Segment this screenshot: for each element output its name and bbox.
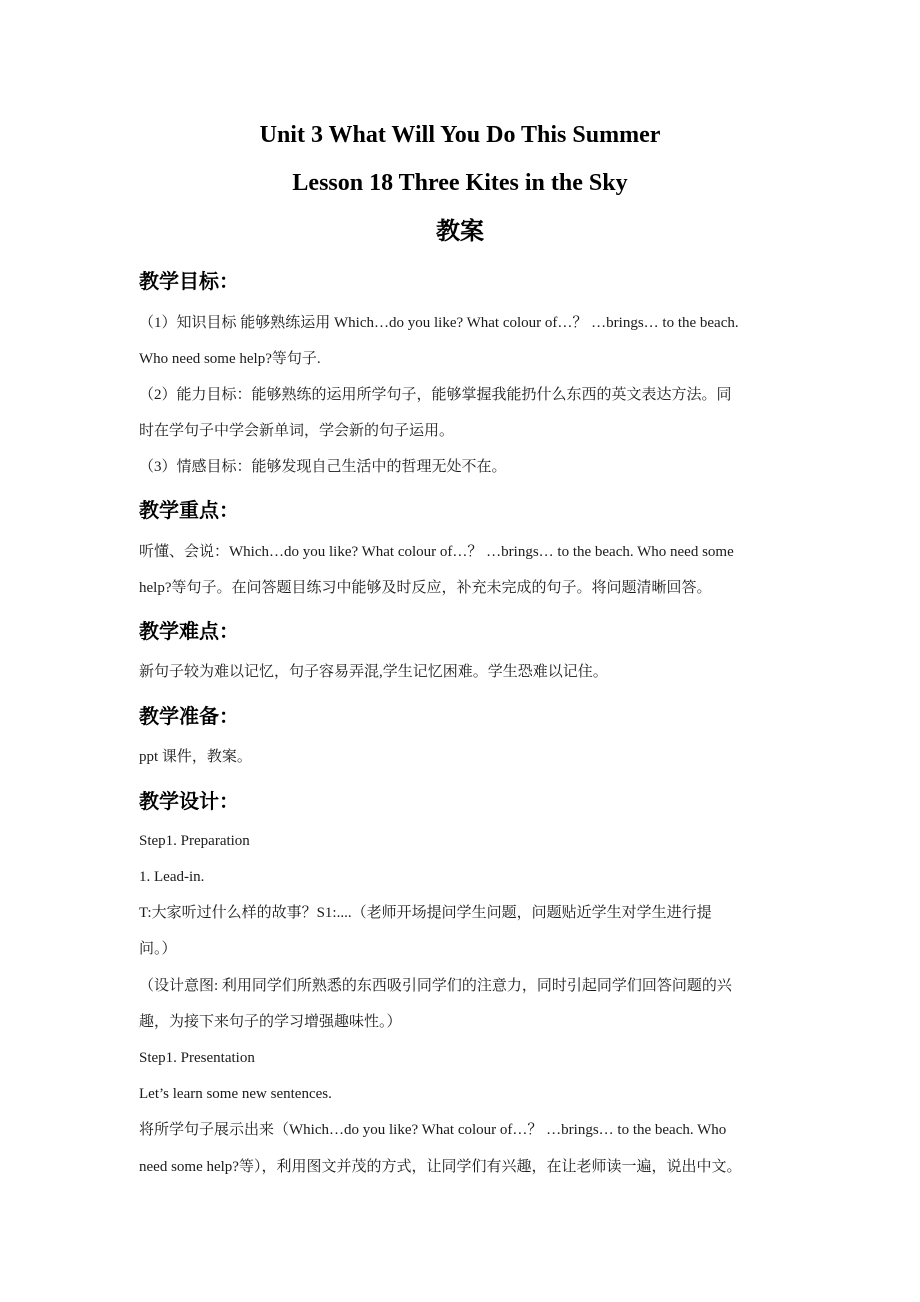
paragraph-line: Who need some help?等句子. — [139, 351, 321, 367]
section-heading-design: 教学设计： — [139, 789, 239, 813]
paragraph-line: ppt 课件，教案。 — [139, 749, 252, 765]
paragraph-line: （2）能力目标：能够熟练的运用所学句子，能够掌握我能扔什么东西的英文表达方法。同 — [139, 387, 732, 403]
lesson-plan-label: 教案 — [436, 217, 484, 245]
paragraph-line: 1. Lead-in. — [139, 869, 205, 885]
lesson-title: Lesson 18 Three Kites in the Sky — [292, 170, 628, 196]
paragraph-line: 新句子较为难以记忆，句子容易弄混,学生记忆困难。学生恐难以记住。 — [139, 664, 608, 680]
paragraph-line: help?等句子。在问答题目练习中能够及时反应，补充未完成的句子。将问题清晰回答。 — [139, 580, 712, 596]
paragraph-line: （设计意图: 利用同学们所熟悉的东西吸引同学们的注意力，同时引起同学们回答问题的兴 — [139, 978, 732, 994]
paragraph-line: 时在学句子中学会新单词，学会新的句子运用。 — [139, 423, 455, 439]
paragraph-line: 听懂、会说：Which…do you like? What colour of…？ …brings… to the beach. Who need some — [139, 544, 734, 560]
paragraph-line: 趣，为接下来句子的学习增强趣味性。） — [139, 1014, 402, 1030]
paragraph-line: 问。） — [139, 941, 177, 957]
section-heading-preparation: 教学准备： — [139, 704, 239, 728]
paragraph-line: T:大家听过什么样的故事？S1:....（老师开场提问学生问题，问题贴近学生对学生进行提 — [139, 905, 712, 921]
paragraph-line: （1）知识目标 能够熟练运用 Which…do you like? What colour of…？ …brings… to the beach. — [139, 315, 739, 331]
section-heading-objectives: 教学目标： — [139, 269, 239, 293]
paragraph-line: Step1. Preparation — [139, 833, 250, 849]
paragraph-line: Let’s learn some new sentences. — [139, 1086, 332, 1102]
paragraph-line: need some help?等），利用图文并茂的方式，让同学们有兴趣，在让老师读一遍，说出中文。 — [139, 1159, 742, 1175]
paragraph-line: 将所学句子展示出来（Which…do you like? What colour of…？ …brings… to the beach. Who — [139, 1122, 727, 1138]
paragraph-line: Step1. Presentation — [139, 1050, 255, 1066]
paragraph-line: （3）情感目标：能够发现自己生活中的哲理无处不在。 — [139, 459, 507, 475]
section-heading-key-points: 教学重点： — [139, 498, 239, 522]
unit-title: Unit 3 What Will You Do This Summer — [259, 122, 661, 148]
section-heading-difficulties: 教学难点： — [139, 619, 239, 643]
